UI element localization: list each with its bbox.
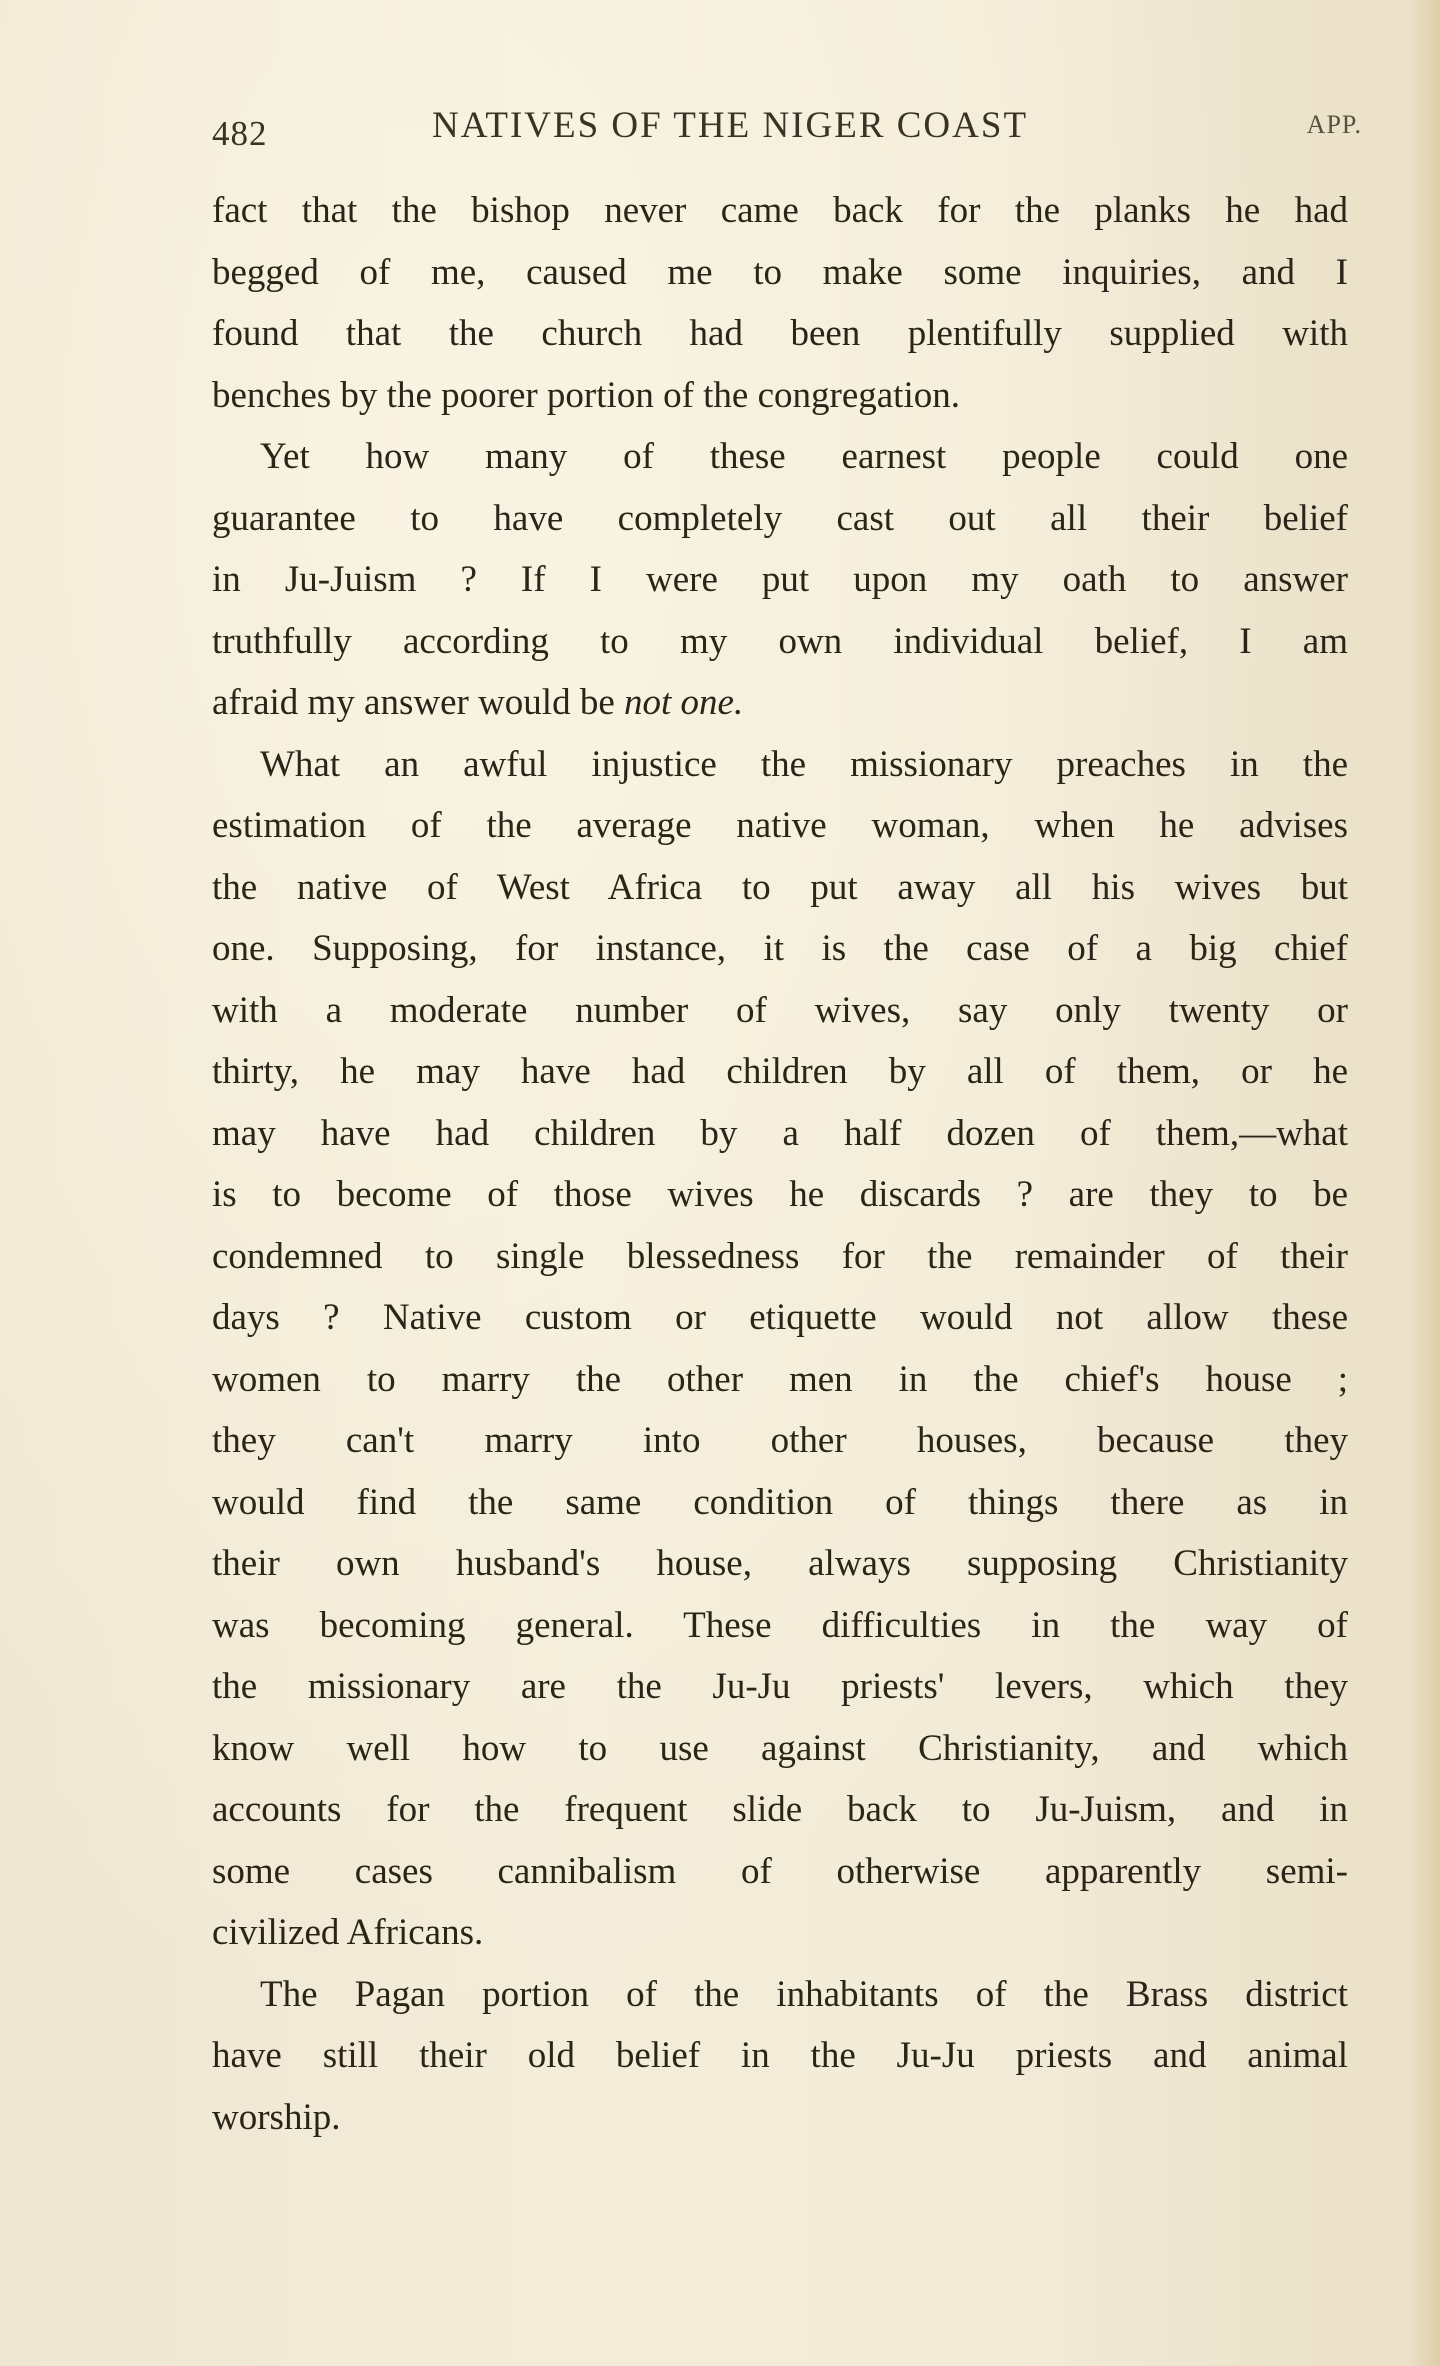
text-line: benches by the poorer portion of the congregation. xyxy=(212,374,960,416)
text-line: women to marry the other men in the chief's house ; xyxy=(212,1358,1348,1400)
text-line: the native of West Africa to put away all his wives but xyxy=(212,866,1348,908)
running-title: NATIVES OF THE NIGER COAST xyxy=(432,105,1029,146)
emphasized-text: not one. xyxy=(624,682,744,723)
text-line: one. Supposing, for instance, it is the case of a big chief xyxy=(212,928,1348,969)
body-text xyxy=(212,180,1348,2148)
text-line-start: afraid my answer would be xyxy=(212,682,625,723)
text-line: they can't marry into other houses, because they xyxy=(212,1420,1348,1461)
text-line: civilized Africans. xyxy=(212,1912,484,1953)
text-line: The Pagan portion of the inhabitants of the Brass district xyxy=(260,1973,1348,2015)
text-line: estimation of the average native woman, when he advises xyxy=(212,805,1348,846)
text-line: the missionary are the Ju-Ju priests' levers, which they xyxy=(212,1666,1348,1707)
text-line: accounts for the frequent slide back to Ju-Juism, and in xyxy=(212,1789,1348,1830)
text-line: is to become of those wives he discards ? are they to be xyxy=(212,1174,1348,1215)
text-line: Yet how many of these earnest people could one xyxy=(260,436,1348,477)
text-line: What an awful injustice the missionary preaches in the xyxy=(260,743,1348,785)
page-number: 482 xyxy=(212,114,268,153)
text-line: know well how to use against Christianity, and which xyxy=(212,1727,1348,1769)
text-line: would find the same condition of things there as in xyxy=(212,1481,1348,1523)
text-line: may have had children by a half dozen of them,—what xyxy=(212,1112,1348,1154)
text-line: found that the church had been plentifully supplied with xyxy=(212,313,1348,354)
text-line: condemned to single blessedness for the remainder of their xyxy=(212,1235,1348,1277)
page-edge-shadow xyxy=(1410,0,1440,2366)
text-line: was becoming general. These difficulties in the way of xyxy=(212,1604,1348,1646)
running-header xyxy=(212,100,1362,160)
text-line: in Ju-Juism ? If I were put upon my oath to answer xyxy=(212,559,1348,600)
text-line: guarantee to have completely cast out all their belief xyxy=(212,497,1348,539)
text-line: begged of me, caused me to make some inquiries, and I xyxy=(212,251,1348,293)
text-line: have still their old belief in the Ju-Ju priests and animal xyxy=(212,2035,1348,2076)
section-mark: APP. xyxy=(1306,110,1362,139)
text-line: fact that the bishop never came back for the planks he had xyxy=(212,190,1348,231)
text-line: days ? Native custom or etiquette would not allow these xyxy=(212,1297,1348,1338)
text-line: some cases cannibalism of otherwise apparently semi- xyxy=(212,1850,1348,1892)
text-line: thirty, he may have had children by all of them, or he xyxy=(212,1051,1348,1092)
text-line: worship. xyxy=(212,2096,341,2138)
text-line: truthfully according to my own individual belief, I am xyxy=(212,620,1348,662)
text-line: with a moderate number of wives, say only twenty or xyxy=(212,989,1348,1031)
text-line xyxy=(212,672,1348,734)
text-line: their own husband's house, always supposing Christianity xyxy=(212,1543,1348,1584)
